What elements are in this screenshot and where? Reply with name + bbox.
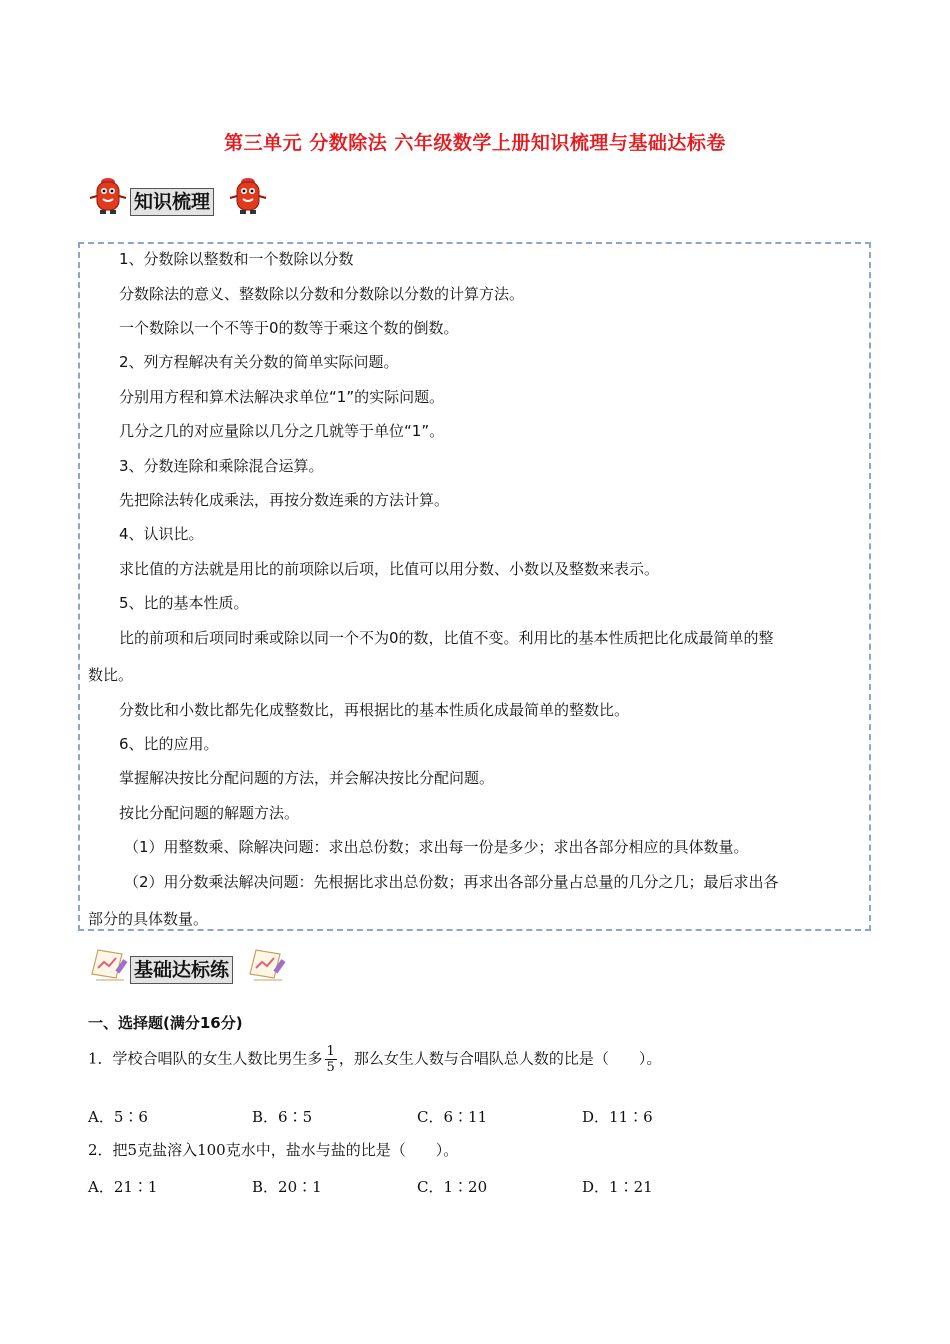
option-c: C．1∶20 <box>417 1178 488 1196</box>
option-a: A．5∶6 <box>88 1108 148 1126</box>
knowledge-line: 4、认识比。 <box>119 525 204 543</box>
knowledge-line: 5、比的基本性质。 <box>119 594 249 612</box>
knowledge-line: 分数比和小数比都先化成整数比，再根据比的基本性质化成最简单的整数比。 <box>119 701 630 719</box>
fraction <box>325 1044 337 1075</box>
knowledge-line: 分数除法的意义、整数除以分数和分数除以分数的计算方法。 <box>119 285 525 303</box>
option-a: A．21∶1 <box>88 1178 158 1196</box>
fraction-denominator: 5 <box>326 1060 335 1075</box>
knowledge-line: 1、分数除以整数和一个数除以分数 <box>119 250 354 268</box>
section-header-practice <box>88 944 298 984</box>
page-title: 第三单元 分数除法 六年级数学上册知识梳理与基础达标卷 <box>224 132 726 154</box>
knowledge-line: 求比值的方法就是用比的前项除以后项，比值可以用分数、小数以及整数来表示。 <box>119 560 660 578</box>
section-label-practice: 基础达标练 <box>130 956 233 984</box>
knowledge-line: （1）用整数乘、除解决问题：求出总份数；求出每一份是多少；求出各部分相应的具体数量。 <box>124 838 749 856</box>
option-b: B．6∶5 <box>252 1108 313 1126</box>
knowledge-box <box>78 242 871 931</box>
question-2: 2．把5克盐溶入100克水中，盐水与盐的比是（ ）。 <box>88 1141 459 1159</box>
knowledge-line: 数比。 <box>88 666 134 684</box>
mascot-icon <box>88 176 128 216</box>
fraction-numerator: 1 <box>326 1044 335 1059</box>
knowledge-line: 按比分配问题的解题方法。 <box>119 804 300 822</box>
mascot-icon <box>228 176 268 216</box>
option-b: B．20∶1 <box>252 1178 322 1196</box>
knowledge-line: 2、列方程解决有关分数的简单实际问题。 <box>119 353 399 371</box>
knowledge-line: 比的前项和后项同时乘或除以同一个不为0的数，比值不变。利用比的基本性质把比化成最简单的整 <box>119 629 774 647</box>
option-c: C．6∶11 <box>417 1108 488 1126</box>
knowledge-line: 几分之几的对应量除以几分之几就等于单位“1”。 <box>119 422 445 440</box>
pencil-note-icon <box>88 944 130 984</box>
question-1-stem: 1．学校合唱队的女生人数比男生多 <box>88 1049 323 1068</box>
knowledge-line: 先把除法转化成乘法，再按分数连乘的方法计算。 <box>119 491 450 509</box>
section-label-knowledge: 知识梳理 <box>130 188 214 216</box>
knowledge-line: 部分的具体数量。 <box>88 910 209 928</box>
question-1 <box>88 1044 661 1075</box>
pencil-note-icon <box>246 944 288 984</box>
knowledge-line: 掌握解决按比分配问题的方法，并会解决按比分配问题。 <box>119 769 495 787</box>
knowledge-line: 6、比的应用。 <box>119 735 219 753</box>
question-1-stem-end: ，那么女生人数与合唱队总人数的比是（ ）。 <box>338 1049 662 1068</box>
section-header-knowledge <box>88 176 278 216</box>
option-d: D．1∶21 <box>582 1178 653 1196</box>
knowledge-line: 3、分数连除和乘除混合运算。 <box>119 457 324 475</box>
knowledge-line: 一个数除以一个不等于0的数等于乘这个数的倒数。 <box>119 319 459 337</box>
option-d: D．11∶6 <box>582 1108 653 1126</box>
knowledge-line: 分别用方程和算术法解决求单位“1”的实际问题。 <box>119 388 445 406</box>
part-title: 一、选择题(满分16分) <box>88 1014 243 1032</box>
knowledge-line: （2）用分数乘法解决问题：先根据比求出总份数；再求出各部分量占总量的几分之几；最后求出各 <box>124 873 779 891</box>
